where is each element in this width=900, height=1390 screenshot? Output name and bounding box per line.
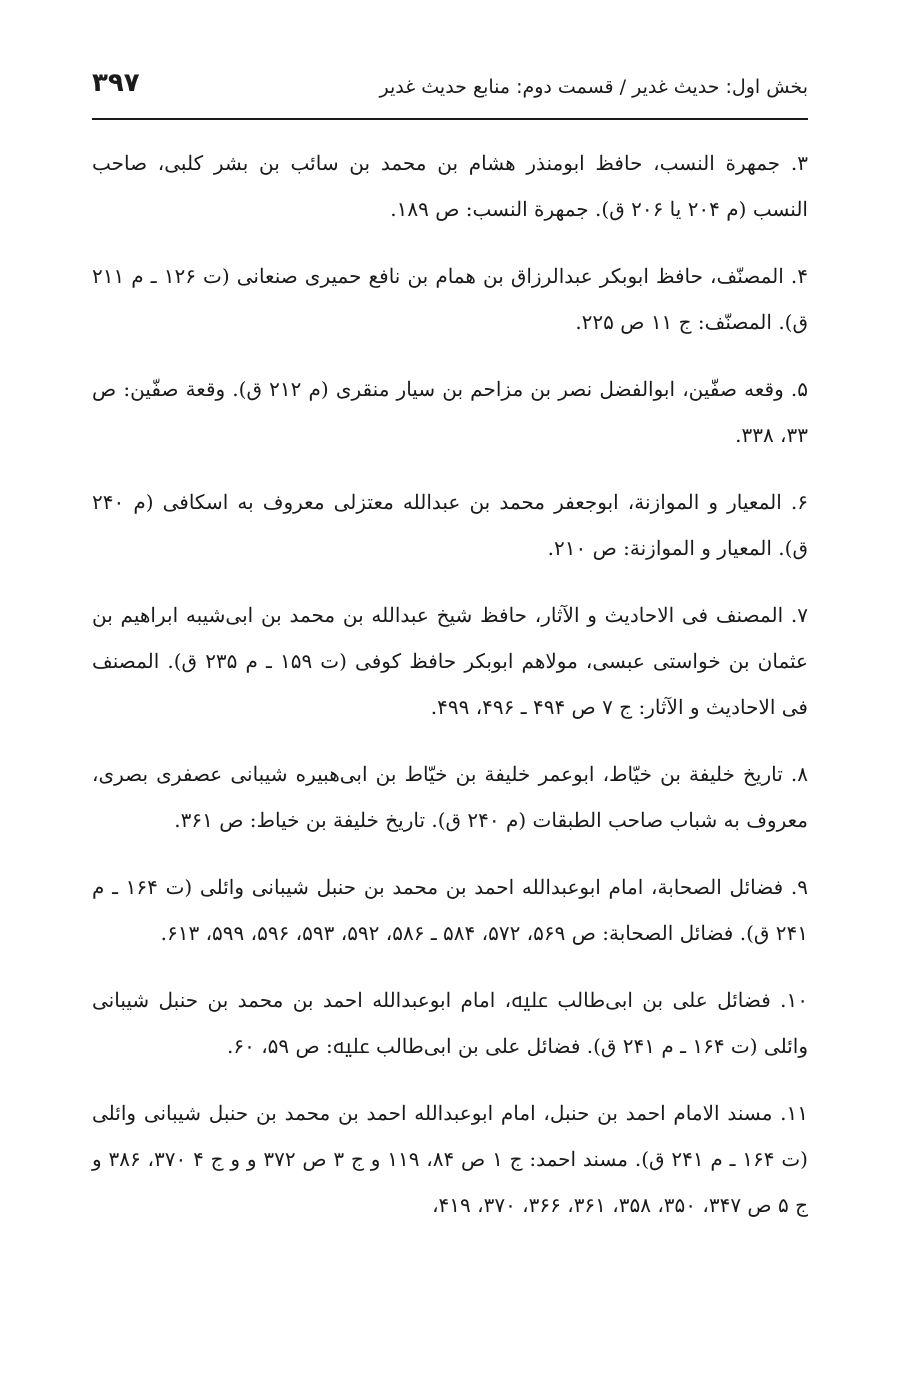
bibliography-entry-7: ۷. المصنف فی الاحادیث و الآثار، حافظ شیخ عبدالله بن محمد بن ابی‌شیبه ابراهیم بن عثمان بن خواستی عبسی، مولاهم ابوبکر حافظ کوفی (ت ۱۵۹ ـ م ۲۳۵ ق). المصنف فی الاحادیث و الآثار: ج ۷ ص ۴۹۴ ـ ۴۹۶، ۴۹۹. bbox=[92, 603, 808, 719]
bibliography-entry-6: ۶. المعیار و الموازنة، ابوجعفر محمد بن عبدالله معتزلی معروف به اسکافی (م ۲۴۰ ق). المعیار و الموازنة: ص ۲۱۰. bbox=[92, 490, 808, 560]
bibliography-entry-9: ۹. فضائل الصحابة، امام ابوعبدالله احمد بن محمد بن حنبل شیبانی وائلی (ت ۱۶۴ ـ م ۲۴۱ ق). فضائل الصحابة: ص ۵۶۹، ۵۷۲، ۵۸۴ ـ ۵۸۶، ۵۹۲، ۵۹۳، ۵۹۶، ۵۹۹، ۶۱۳. bbox=[92, 875, 808, 945]
page-header bbox=[92, 66, 808, 116]
bibliography-entry-10: ۱۰. فضائل علی بن ابی‌طالب ﷷ، امام ابوعبدالله احمد بن محمد بن حنبل شیبانی وائلی (ت ۱۶۴ ـ م ۲۴۱ ق). فضائل علی بن ابی‌طالب ﷷ: ص ۵۹، ۶۰. bbox=[92, 988, 808, 1058]
bibliography-entry-4: ۴. المصنّف، حافظ ابوبکر عبدالرزاق بن همام بن نافع حمیری صنعانی (ت ۱۲۶ ـ م ۲۱۱ ق). المصنّف: ج ۱۱ ص ۲۲۵. bbox=[92, 264, 808, 334]
bibliography-list bbox=[92, 140, 808, 1249]
bibliography-entry-8: ۸. تاریخ خلیفة بن خیّاط، ابوعمر خلیفة بن خیّاط بن ابی‌هبیره شیبانی عصفری بصری، معروف به شباب صاحب الطبقات (م ۲۴۰ ق). تاریخ خلیفة بن خیاط: ص ۳۶۱. bbox=[92, 762, 808, 832]
bibliography-entry-5: ۵. وقعه صفّین، ابوالفضل نصر بن مزاحم بن سیار منقری (م ۲۱۲ ق). وقعة صفّین: ص ۳۳، ۳۳۸. bbox=[92, 377, 808, 447]
bibliography-entry-3: ۳. جمهرة النسب، حافظ ابومنذر هشام بن محمد بن سائب بن بشر کلبی، صاحب النسب (م ۲۰۴ یا ۲۰۶ ق). جمهرة النسب: ص ۱۸۹. bbox=[92, 151, 808, 221]
bibliography-entry-11: ۱۱. مسند الامام احمد بن حنبل، امام ابوعبدالله احمد بن محمد بن حنبل شیبانی وائلی (ت ۱۶۴ ـ م ۲۴۱ ق). مسند احمد: ج ۱ ص ۸۴، ۱۱۹ و ج ۳ ص ۳۷۲ و و ج ۴ ۳۷۰، ۳۸۶ و ج ۵ ص ۳۴۷، ۳۵۰، ۳۵۸، ۳۶۱، ۳۶۶، ۳۷۰، ۴۱۹، bbox=[92, 1101, 808, 1217]
page-number: ۳۹۷ bbox=[92, 68, 140, 98]
header-rule bbox=[92, 118, 808, 120]
running-head: بخش اول: حدیث غدیر / قسمت دوم: منابع حدیث غدیر bbox=[379, 76, 808, 98]
